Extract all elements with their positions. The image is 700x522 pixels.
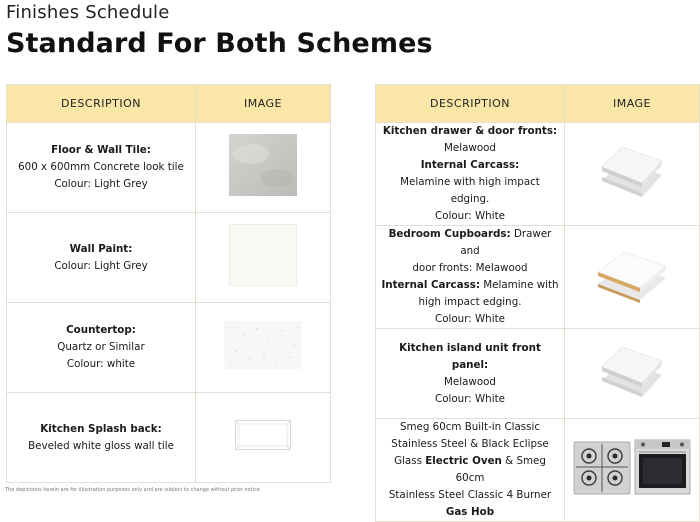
description-cell [7, 393, 196, 483]
description-text: Colour: Light Grey [54, 178, 148, 190]
image-cell [565, 226, 700, 329]
description-text: door fronts: Melawood [412, 262, 528, 274]
table-row [376, 329, 700, 419]
description-header: DESCRIPTION [7, 85, 196, 123]
description-text: Colour: White [435, 210, 505, 222]
description-text: Colour: white [66, 358, 136, 370]
table-row [376, 226, 700, 329]
description-text: Internal Carcass: [420, 159, 520, 171]
paint-swatch-image [229, 224, 297, 292]
description-text: Colour: White [435, 392, 505, 405]
description-text: Kitchen island unit front panel: [399, 341, 541, 371]
image-cell [196, 303, 331, 393]
description-text: Melamine with high impact edging. [400, 176, 540, 205]
description-text: Colour: White [435, 313, 505, 325]
left-header-row [7, 85, 331, 123]
image-header: IMAGE [565, 85, 700, 123]
description-text: high impact edging. [418, 296, 522, 308]
image-header: IMAGE [196, 85, 331, 123]
image-cell [196, 393, 331, 483]
white-quartz-slab-image [224, 321, 302, 375]
description-text: Electric Oven [425, 455, 502, 467]
table-row [7, 213, 331, 303]
description-text: & Smeg 60cm [455, 455, 546, 484]
description-text: Beveled white gloss wall tile [28, 439, 174, 452]
description-cell [7, 303, 196, 393]
description-text: Drawer and [460, 228, 552, 257]
right-header-row [376, 85, 700, 123]
description-cell [376, 419, 565, 522]
right-finishes-table [375, 84, 700, 522]
white-melamine-boards-image [600, 341, 664, 407]
white-melamine-boards-edged-image [594, 244, 670, 310]
description-text: Melawood [444, 375, 496, 388]
table-row [7, 303, 331, 393]
beveled-white-tile-image [235, 420, 291, 456]
disclaimer-footnote: The depictions herein are for illustration purposes only and are subject to change without prior notice. [5, 487, 262, 493]
description-cell [7, 123, 196, 213]
description-text: Wall Paint: [69, 242, 133, 255]
description-text: Countertop: [66, 324, 136, 336]
image-cell [196, 123, 331, 213]
image-cell [565, 419, 700, 522]
table-row [7, 123, 331, 213]
description-text: Glass [394, 455, 426, 467]
description-text: Melawood [444, 142, 496, 154]
description-text: Stainless Steel Classic 4 Burner [388, 489, 552, 501]
description-text: Melamine with [480, 279, 559, 291]
description-cell [376, 329, 565, 419]
description-text: Colour: Light Grey [54, 259, 148, 272]
description-text: Floor & Wall Tile: [51, 144, 151, 156]
description-text: 600 x 600mm Concrete look tile [18, 161, 184, 173]
image-cell [565, 123, 700, 226]
description-text: Gas Hob [445, 506, 495, 518]
table-row [376, 123, 700, 226]
description-text: Kitchen Splash back: [40, 422, 162, 435]
left-finishes-table [6, 84, 331, 483]
description-text: Quartz or Similar [57, 341, 145, 353]
description-cell [376, 226, 565, 329]
gas-hob-and-oven-image [573, 438, 691, 502]
description-text: Bedroom Cupboards: [388, 228, 511, 240]
description-text: Smeg 60cm Built-in Classic [399, 421, 541, 433]
light-grey-concrete-tile-image [229, 134, 297, 202]
page-title: Standard For Both Schemes [6, 28, 433, 59]
image-cell [196, 213, 331, 303]
description-header: DESCRIPTION [376, 85, 565, 123]
description-text: Stainless Steel & Black Eclipse [391, 438, 549, 450]
finishes-schedule-subtitle: Finishes Schedule [6, 2, 170, 23]
image-cell [565, 329, 700, 419]
table-row [7, 393, 331, 483]
white-melamine-boards-image [600, 141, 664, 207]
table-row [376, 419, 700, 522]
description-cell [7, 213, 196, 303]
description-text: Kitchen drawer & door fronts: [382, 125, 558, 137]
description-text: Internal Carcass: [381, 279, 480, 291]
description-cell [376, 123, 565, 226]
